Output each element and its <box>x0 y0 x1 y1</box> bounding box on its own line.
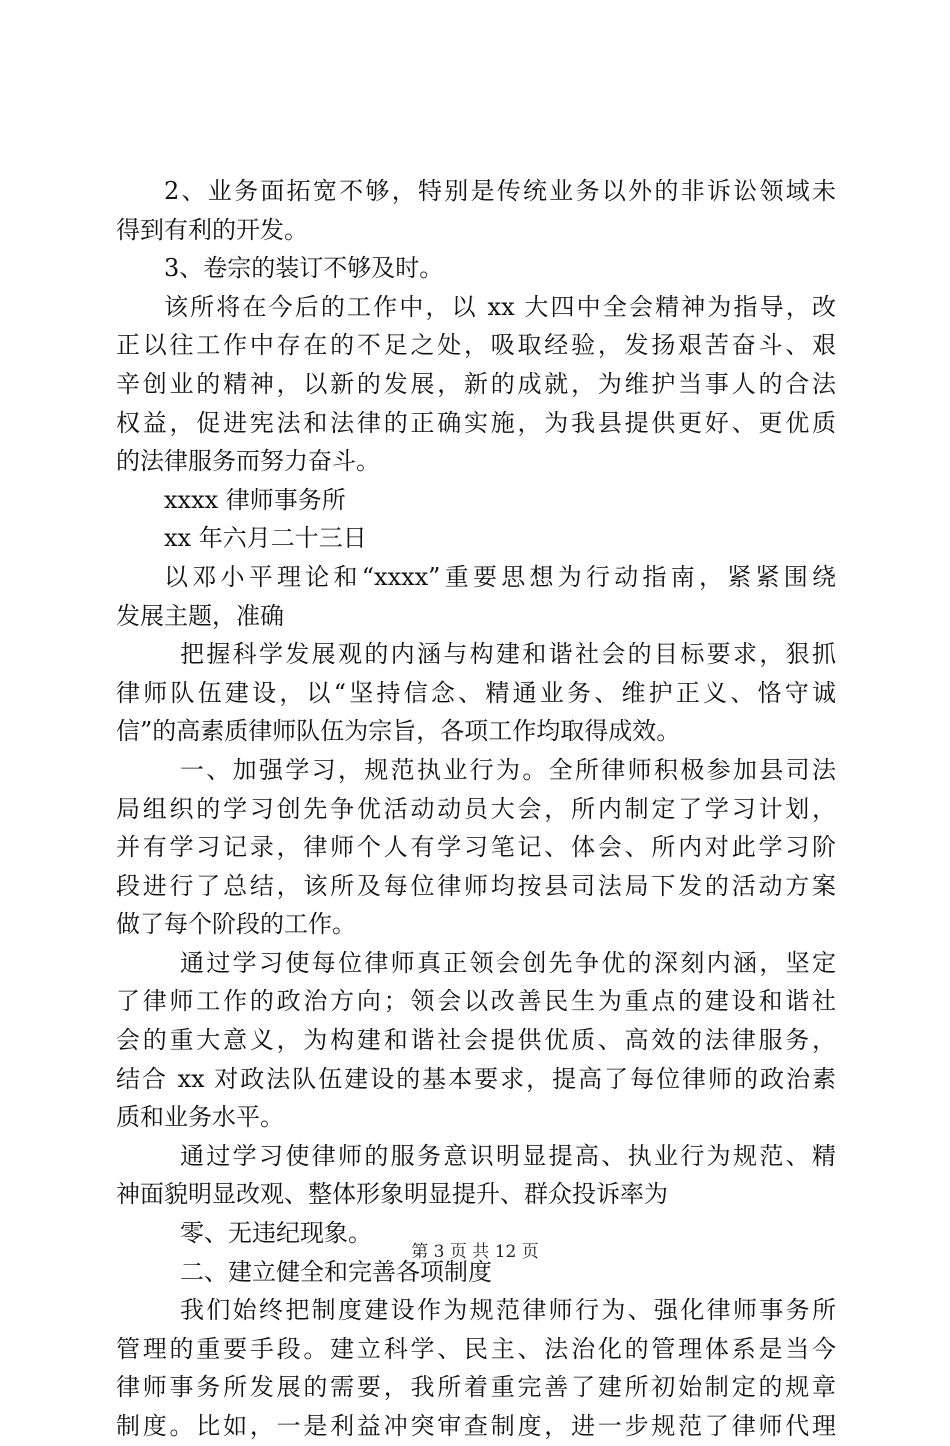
paragraph-line: 段进行了总结，该所及每位律师均按县司法局下发的活动方案 <box>116 871 836 900</box>
paragraph-line: 结合 xx 对政法队伍建设的基本要求，提高了每位律师的政治素 <box>116 1064 836 1093</box>
paragraph-line: 做了每个阶段的工作。 <box>116 910 356 939</box>
paragraph-line: 该所将在今后的工作中，以 xx 大四中全会精神为指导，改 <box>164 292 836 321</box>
signature-date: xx 年六月二十三日 <box>164 524 367 553</box>
signature-org: xxxx 律师事务所 <box>164 485 346 514</box>
paragraph-line: 3、卷宗的装订不够及时。 <box>164 254 444 283</box>
paragraph-line: 发展主题，准确 <box>116 601 284 630</box>
paragraph-line: 会的重大意义，为构建和谐社会提供优质、高效的法律服务， <box>116 1026 836 1055</box>
paragraph-line: 把握科学发展观的内涵与构建和谐社会的目标要求，狠抓 <box>180 640 836 669</box>
paragraph-line: 我们始终把制度建设作为规范律师行为、强化律师事务所 <box>180 1296 836 1325</box>
paragraph-line: 了律师工作的政治方向；领会以改善民生为重点的建设和谐社 <box>116 987 836 1016</box>
paragraph-line: 质和业务水平。 <box>116 1103 284 1132</box>
paragraph-line: 辛创业的精神，以新的发展，新的成就，为维护当事人的合法 <box>116 369 836 398</box>
paragraph-line: 权益，促进宪法和法律的正确实施，为我县提供更好、更优质 <box>116 408 836 437</box>
paragraph-line: 的法律服务而努力奋斗。 <box>116 447 380 476</box>
paragraph-line: 局组织的学习创先争优活动动员大会，所内制定了学习计划， <box>116 794 836 823</box>
paragraph-line: 信”的高素质律师队伍为宗旨，各项工作均取得成效。 <box>116 717 681 746</box>
section-heading-line: 一、加强学习，规范执业行为。全所律师积极参加县司法 <box>180 755 836 784</box>
page-number-footer: 第 3 页 共 12 页 <box>411 1242 539 1262</box>
paragraph-line: 并有学习记录，律师个人有学习笔记、体会、所内对此学习阶 <box>116 833 836 862</box>
section-heading-line: 二、建立健全和完善各项制度 <box>180 1257 492 1286</box>
paragraph-line: 律师队伍建设，以“坚持信念、精通业务、维护正义、恪守诚 <box>116 678 836 707</box>
paragraph-line: 零、无违纪现象。 <box>180 1219 372 1248</box>
paragraph-line: 以邓小平理论和“xxxx”重要思想为行动指南，紧紧围绕 <box>164 562 836 591</box>
paragraph-line: 神面貌明显改观、整体形象明显提升、群众投诉率为 <box>116 1180 668 1209</box>
paragraph-line: 得到有利的开发。 <box>116 215 308 244</box>
paragraph-line: 通过学习使律师的服务意识明显提高、执业行为规范、精 <box>180 1141 836 1170</box>
paragraph-line: 正以往工作中存在的不足之处，吸取经验，发扬艰苦奋斗、艰 <box>116 331 836 360</box>
paragraph-line: 通过学习使每位律师真正领会创先争优的深刻内涵，坚定 <box>180 948 836 977</box>
paragraph-line: 制度。比如，一是利益冲突审查制度，进一步规范了律师代理 <box>116 1412 836 1440</box>
paragraph-line: 2、业务面拓宽不够，特别是传统业务以外的非诉讼领域未 <box>164 177 836 205</box>
paragraph-line: 管理的重要手段。建立科学、民主、法治化的管理体系是当今 <box>116 1334 836 1363</box>
paragraph-line: 律师事务所发展的需要，我所着重完善了建所初始制定的规章 <box>116 1373 836 1402</box>
